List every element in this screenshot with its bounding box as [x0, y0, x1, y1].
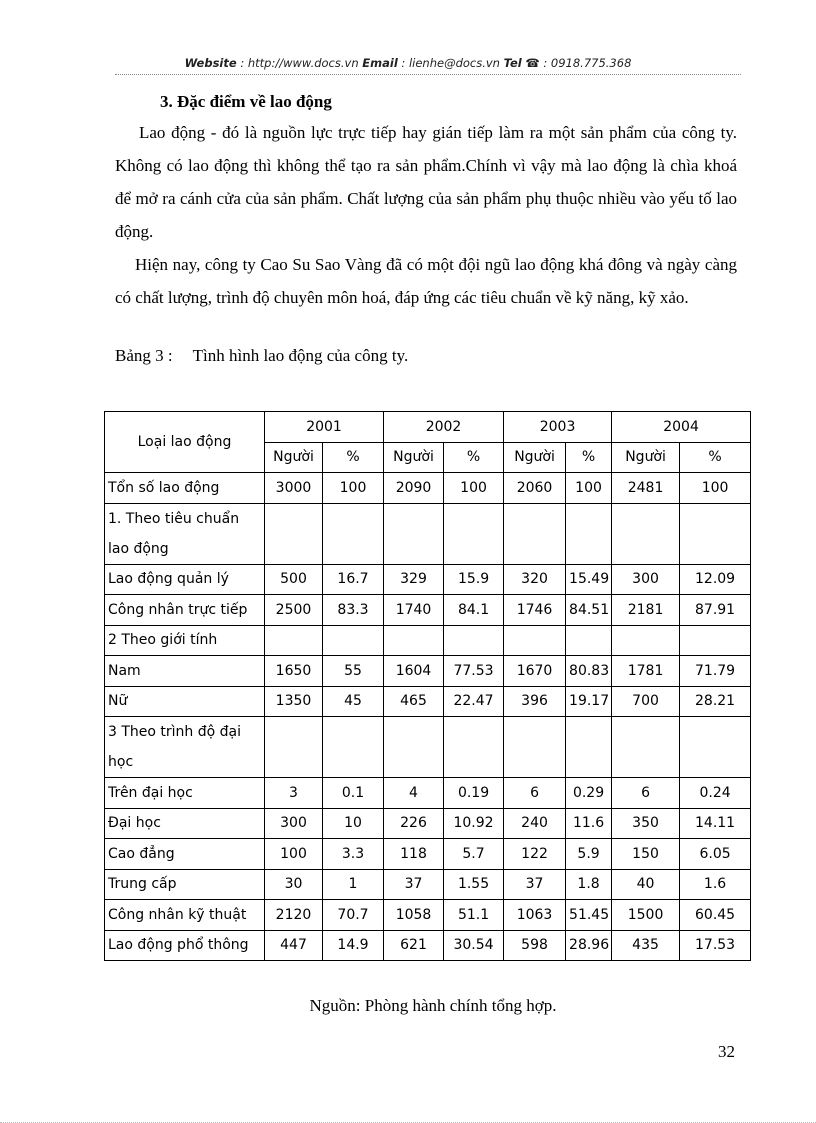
table-cell: 2090 — [384, 473, 444, 504]
table-cell — [612, 625, 680, 656]
table-cell: 5.9 — [566, 839, 612, 870]
table-cell: 350 — [612, 808, 680, 839]
table-cell: 51.1 — [444, 900, 504, 931]
table-cell: 11.6 — [566, 808, 612, 839]
table-cell: 17.53 — [680, 930, 751, 961]
table-cell — [265, 625, 323, 656]
table-cell: 100 — [265, 839, 323, 870]
table-cell: 621 — [384, 930, 444, 961]
table-cell: 80.83 — [566, 656, 612, 687]
table-cell: 3 — [265, 778, 323, 809]
table-cell — [566, 503, 612, 564]
row-label: Tổn số lao động — [105, 473, 265, 504]
tel-value: : 0918.775.368 — [539, 56, 632, 70]
table-cell: 0.1 — [323, 778, 384, 809]
table-cell: 28.21 — [680, 686, 751, 717]
table-body — [105, 473, 751, 961]
table-row — [105, 473, 751, 504]
table-cell — [612, 503, 680, 564]
table-cell: 598 — [504, 930, 566, 961]
table-cell — [444, 717, 504, 778]
year-header: 2004 — [612, 412, 751, 443]
website-value: : http://www.docs.vn — [236, 56, 363, 70]
table-cell — [566, 625, 612, 656]
table-cell: 1.6 — [680, 869, 751, 900]
table-cell: 51.45 — [566, 900, 612, 931]
row-label: 1. Theo tiêu chuẩn lao động — [105, 503, 265, 564]
row-label: Trung cấp — [105, 869, 265, 900]
table-row — [105, 778, 751, 809]
table-cell: 1670 — [504, 656, 566, 687]
table-cell: 14.9 — [323, 930, 384, 961]
table-row — [105, 717, 751, 778]
paragraph-2: Hiện nay, công ty Cao Su Sao Vàng đã có một đội ngũ lao động khá đông và ngày càng có chất lượng, trình độ chuyên môn hoá, đáp ứng các tiêu chuẩn về kỹ năng, kỹ xảo. — [115, 255, 737, 307]
table-cell: 3.3 — [323, 839, 384, 870]
row-label: Trên đại học — [105, 778, 265, 809]
table-cell: 100 — [680, 473, 751, 504]
table-cell: 87.91 — [680, 595, 751, 626]
table-cell: 396 — [504, 686, 566, 717]
table-cell — [384, 503, 444, 564]
email-label: Email — [362, 56, 398, 70]
row-label: Nam — [105, 656, 265, 687]
sub-header: % — [444, 442, 504, 473]
table-row — [105, 839, 751, 870]
table-row — [105, 686, 751, 717]
table-cell: 1063 — [504, 900, 566, 931]
caption-label: Bảng 3 : — [115, 346, 173, 365]
table-cell: 122 — [504, 839, 566, 870]
row-label: Lao động phổ thông — [105, 930, 265, 961]
website-label: Website — [184, 56, 237, 70]
table-cell: 12.09 — [680, 564, 751, 595]
row-label: 2 Theo giới tính — [105, 625, 265, 656]
table-cell — [444, 503, 504, 564]
table-cell: 700 — [612, 686, 680, 717]
row-label: Công nhân trực tiếp — [105, 595, 265, 626]
row-label: Đại học — [105, 808, 265, 839]
table-cell: 118 — [384, 839, 444, 870]
table-row — [105, 564, 751, 595]
table-cell: 16.7 — [323, 564, 384, 595]
table-cell — [566, 717, 612, 778]
table-cell: 3000 — [265, 473, 323, 504]
sub-header: % — [680, 442, 751, 473]
table-cell: 100 — [323, 473, 384, 504]
table-cell: 1740 — [384, 595, 444, 626]
table-cell: 30 — [265, 869, 323, 900]
table-row — [105, 869, 751, 900]
table-cell: 1604 — [384, 656, 444, 687]
table-cell — [265, 503, 323, 564]
table-cell: 0.19 — [444, 778, 504, 809]
table-cell: 1058 — [384, 900, 444, 931]
table-cell: 40 — [612, 869, 680, 900]
tel-label: Tel — [503, 56, 522, 70]
table-cell: 6 — [612, 778, 680, 809]
table-cell — [504, 625, 566, 656]
page-number: 32 — [718, 1042, 735, 1061]
table-cell — [323, 625, 384, 656]
table-cell — [612, 717, 680, 778]
table-cell: 37 — [504, 869, 566, 900]
table-cell: 320 — [504, 564, 566, 595]
row-label: Công nhân kỹ thuật — [105, 900, 265, 931]
table-cell: 45 — [323, 686, 384, 717]
table-row — [105, 930, 751, 961]
table-cell: 19.17 — [566, 686, 612, 717]
table-cell: 1 — [323, 869, 384, 900]
year-header: 2001 — [265, 412, 384, 443]
email-value: : lienhe@docs.vn — [397, 56, 504, 70]
table-cell: 2120 — [265, 900, 323, 931]
table-cell: 300 — [265, 808, 323, 839]
table-cell — [384, 625, 444, 656]
table-cell: 1650 — [265, 656, 323, 687]
table-cell: 10.92 — [444, 808, 504, 839]
caption-text: Tình hình lao động của công ty. — [192, 346, 409, 365]
table-cell — [680, 625, 751, 656]
row-label: Lao động quản lý — [105, 564, 265, 595]
corner-header: Loại lao động — [105, 412, 265, 473]
table-row — [105, 808, 751, 839]
table-cell — [323, 503, 384, 564]
table-cell — [504, 717, 566, 778]
table-cell: 2060 — [504, 473, 566, 504]
table-cell: 84.51 — [566, 595, 612, 626]
table-row — [105, 503, 751, 564]
sub-header: % — [323, 442, 384, 473]
table-cell: 2500 — [265, 595, 323, 626]
page-header — [0, 56, 816, 70]
table-cell: 6 — [504, 778, 566, 809]
sub-header: Người — [504, 442, 566, 473]
labor-table — [104, 411, 751, 961]
table-cell: 150 — [612, 839, 680, 870]
table-cell — [444, 625, 504, 656]
table-cell — [680, 717, 751, 778]
table-cell: 37 — [384, 869, 444, 900]
table-cell: 500 — [265, 564, 323, 595]
table-cell: 447 — [265, 930, 323, 961]
row-label: Nữ — [105, 686, 265, 717]
table-cell: 15.49 — [566, 564, 612, 595]
sub-header: % — [566, 442, 612, 473]
table-cell: 2181 — [612, 595, 680, 626]
table-cell: 100 — [566, 473, 612, 504]
table-cell: 435 — [612, 930, 680, 961]
table-cell: 84.1 — [444, 595, 504, 626]
table-cell: 226 — [384, 808, 444, 839]
sub-header: Người — [384, 442, 444, 473]
table-row — [105, 625, 751, 656]
table-cell: 71.79 — [680, 656, 751, 687]
table-cell: 300 — [612, 564, 680, 595]
table-cell: 4 — [384, 778, 444, 809]
table-row — [105, 656, 751, 687]
table-cell: 100 — [444, 473, 504, 504]
table-cell: 1.55 — [444, 869, 504, 900]
source-note: Nguồn: Phòng hành chính tổng hợp. — [309, 996, 557, 1015]
phone-icon: ☎ — [525, 56, 540, 70]
table-cell: 5.7 — [444, 839, 504, 870]
sub-header: Người — [612, 442, 680, 473]
row-label: Cao đẳng — [105, 839, 265, 870]
table-cell: 465 — [384, 686, 444, 717]
table-cell: 70.7 — [323, 900, 384, 931]
table-cell: 0.24 — [680, 778, 751, 809]
table-cell: 10 — [323, 808, 384, 839]
table-row — [105, 595, 751, 626]
table-cell: 60.45 — [680, 900, 751, 931]
header-divider — [115, 74, 741, 75]
table-cell: 1746 — [504, 595, 566, 626]
table-cell: 15.9 — [444, 564, 504, 595]
sub-header: Người — [265, 442, 323, 473]
table-cell — [384, 717, 444, 778]
year-header: 2002 — [384, 412, 504, 443]
year-header: 2003 — [504, 412, 612, 443]
section-title: 3. Đặc điểm về lao động — [160, 92, 332, 111]
table-row — [105, 900, 751, 931]
row-label: 3 Theo trình độ đại học — [105, 717, 265, 778]
table-cell: 1500 — [612, 900, 680, 931]
paragraph-1: Lao động - đó là nguồn lực trực tiếp hay gián tiếp làm ra một sản phẩm của công ty. Không có lao động thì không thể tạo ra sản phẩm.Chính vì vậy mà lao động là chìa khoá để mở ra cánh cửa của sản phẩm. Chất lượng của sản phẩm phụ thuộc nhiều vào yếu tố lao động. — [115, 123, 737, 241]
table-cell: 30.54 — [444, 930, 504, 961]
table-cell: 1.8 — [566, 869, 612, 900]
table-cell — [265, 717, 323, 778]
table-cell: 22.47 — [444, 686, 504, 717]
table-cell — [323, 717, 384, 778]
table-cell: 329 — [384, 564, 444, 595]
table-caption — [115, 346, 408, 366]
table-header-row — [105, 412, 751, 443]
table-cell: 77.53 — [444, 656, 504, 687]
table-cell: 240 — [504, 808, 566, 839]
table-cell: 83.3 — [323, 595, 384, 626]
table-cell — [680, 503, 751, 564]
table-cell: 0.29 — [566, 778, 612, 809]
table-cell: 55 — [323, 656, 384, 687]
table-cell: 1350 — [265, 686, 323, 717]
table-cell: 28.96 — [566, 930, 612, 961]
table-cell — [504, 503, 566, 564]
table-cell: 14.11 — [680, 808, 751, 839]
table-cell: 6.05 — [680, 839, 751, 870]
table-cell: 1781 — [612, 656, 680, 687]
table-cell: 2481 — [612, 473, 680, 504]
